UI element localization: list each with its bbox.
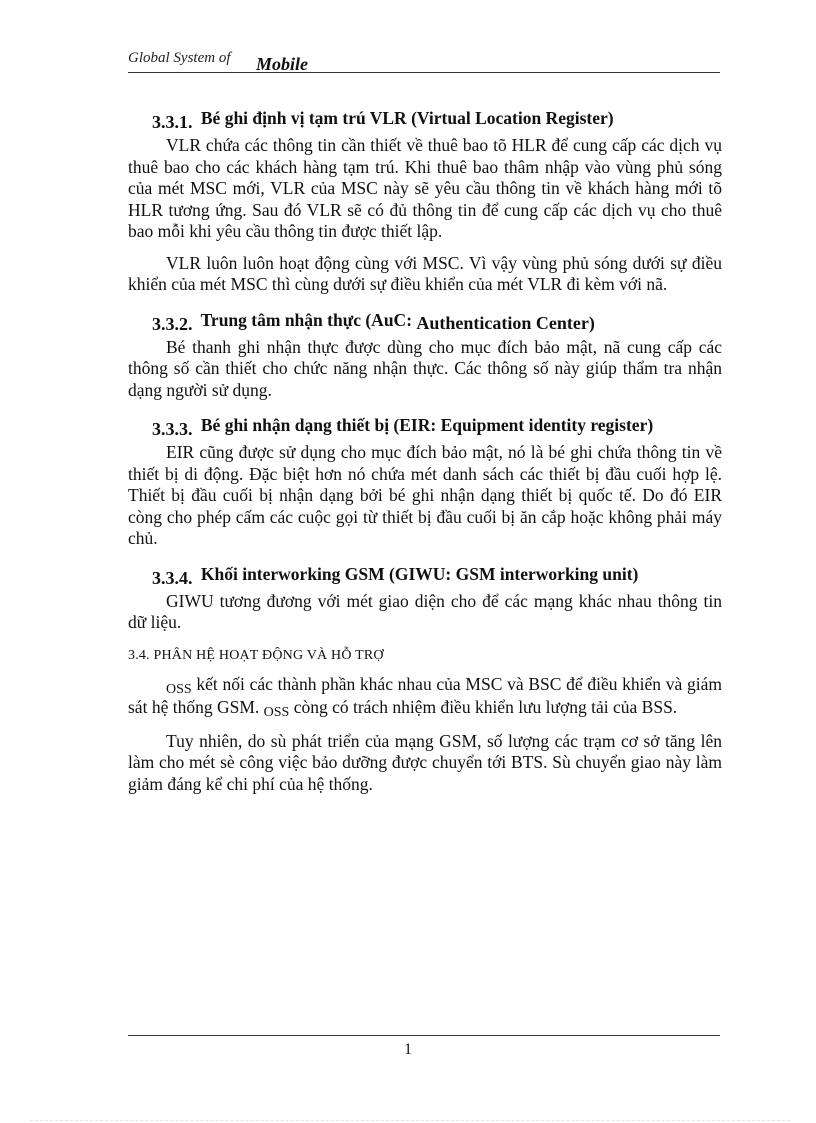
page-header xyxy=(128,48,720,73)
section-number: 3.3.2. xyxy=(152,313,193,334)
section-title: Bé ghi nhận dạng thiết bị (EIR: Equipment identity register) xyxy=(200,415,654,435)
paragraph: Tuy nhiên, do sù phát triển của mạng GSM, số lượng các trạm cơ sở tăng lên làm cho mét sè công việc bảo dưỡng được chuyển tới BTS. Sù chuyển giao này làm giảm đáng kể chi phí của hệ thống. xyxy=(128,730,722,794)
paragraph-text: kết nối các thành phần khác nhau của MSC và BSC để điều khiển và giám sát hệ thống GSM. xyxy=(128,673,723,717)
page-number: 1 xyxy=(404,1041,412,1058)
footer-divider xyxy=(128,1035,720,1036)
section-heading-3-4: 3.4. PHÂN HỆ HOẠT ĐỘNG VÀ HỖ TRỢ xyxy=(128,647,384,663)
paragraph xyxy=(128,674,722,721)
paragraph: VLR luôn luôn hoạt động cùng với MSC. Vì vậy vùng phủ sóng dưới sự điều khiển của mét MSC thì cùng dưới sự điều khiển của mét VLR đi kèm với nã. xyxy=(128,252,722,294)
section-number: 3.3.3. xyxy=(152,419,193,439)
header-title-emphasis: Mobile xyxy=(256,54,308,74)
oss-label: OSS xyxy=(166,681,192,697)
section-title: Bé ghi định vị tạm trú VLR (Virtual Location Register) xyxy=(200,108,614,128)
paragraph: EIR cũng được sử dụng cho mục đích bảo mật, nó là bé ghi chứa thông tin về thiết bị di động. Đặc biệt hơn nó chứa mét danh sách các thiết bị đầu cuối hợp lệ. Thiết bị đầu cuối bị nhận dạng bởi bé ghi nhận dạng thiết bị quốc tế. Do đó EIR còng cho phép cấm các cuộc gọi từ thiết bị đầu cuối bị ăn cắp hoặc không phải máy chủ. xyxy=(128,442,722,548)
paragraph: Bé thanh ghi nhận thực được dùng cho mục đích bảo mật, nã cung cấp các thông số cần thiết cho chức năng nhận thực. Các thông số này giúp thẩm tra nhận dạng người sử dụng. xyxy=(128,336,722,400)
paragraph-text: còng có trách nhiệm điều khiển lưu lượng tải của BSS. xyxy=(293,697,678,717)
section-heading-3-3-2 xyxy=(152,309,722,334)
section-heading-3-3-4 xyxy=(152,563,722,588)
paragraph: VLR chứa các thông tin cần thiết về thuê bao tõ HLR để cung cấp các dịch vụ thuê bao cho các khách hàng tạm trú. Khi thuê bao thâm nhập vào vùng phủ sóng của mét MSC mới, VLR của MSC này sẽ yêu cầu thông tin về khách hàng mới tõ HLR tương ứng. Sau đó VLR sẽ có đủ thông tin để cung cấp các dịch vụ cho thuê bao mỗi khi yêu cầu thông tin được thiết lập. xyxy=(128,135,722,241)
section-heading-3-3-3 xyxy=(152,415,722,439)
page-edge-divider xyxy=(30,1120,790,1121)
section-title: Trung tâm nhận thực (AuC: xyxy=(200,309,413,330)
section-heading-3-3-1 xyxy=(152,108,722,132)
header-title: Global System of xyxy=(128,50,231,66)
section-number: 3.3.1. xyxy=(152,112,193,132)
document-body xyxy=(128,108,722,805)
section-title-continued: Authentication Center) xyxy=(416,312,595,333)
oss-label: OSS xyxy=(263,705,290,720)
section-title: Khối interworking GSM (GIWU: GSM interworking unit) xyxy=(200,563,639,584)
section-number: 3.3.4. xyxy=(152,567,193,588)
paragraph: GIWU tương đương với mét giao diện cho để các mạng khác nhau thông tin dữ liệu. xyxy=(128,590,722,632)
